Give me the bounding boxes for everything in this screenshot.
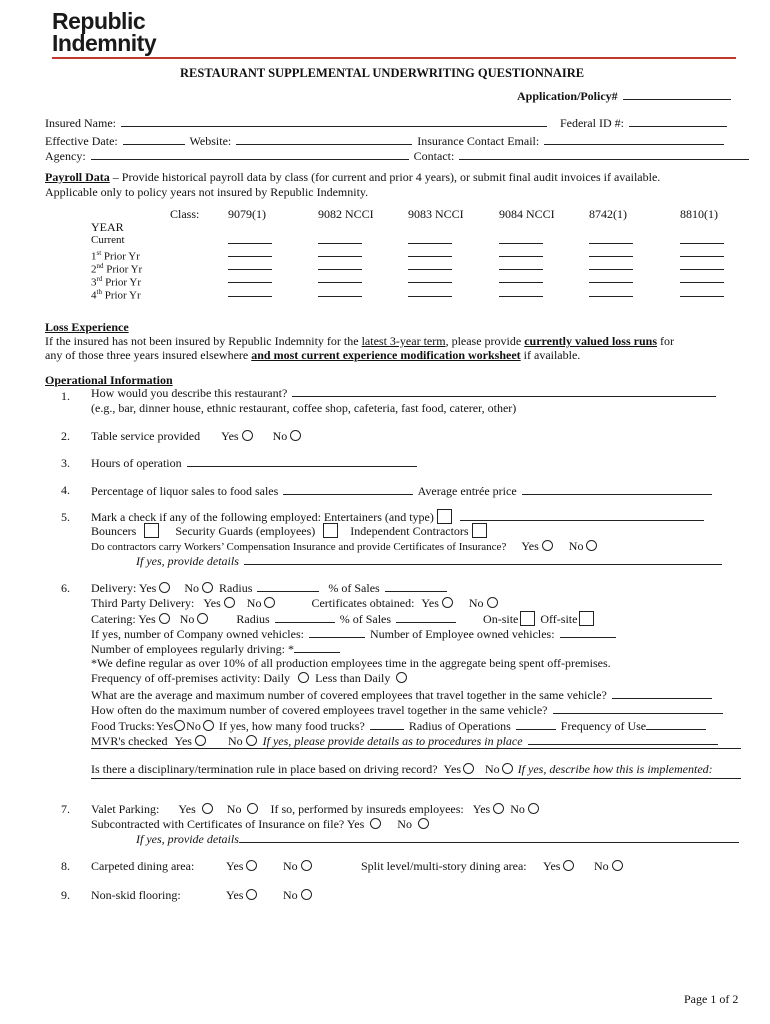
q7-details-row	[136, 831, 741, 846]
q6-row7	[91, 671, 410, 685]
entertainers-type-field[interactable]	[460, 509, 704, 521]
q5-yes-label: Yes	[521, 539, 539, 553]
delivery-radius-field[interactable]	[257, 580, 319, 592]
q8-label: Carpeted dining area:	[91, 859, 195, 873]
q-number-2: 2.	[61, 429, 70, 443]
q6-row3	[91, 611, 596, 626]
loss-line2	[45, 348, 580, 362]
trucks-label: Food Trucks:	[91, 719, 155, 733]
q5-no-label: No	[568, 539, 584, 553]
company-vehicles-field[interactable]	[309, 626, 365, 638]
page-number: Page 1 of 2	[684, 992, 739, 1006]
valet-no-label: No	[226, 802, 242, 816]
certs-yes-radio[interactable]	[442, 597, 453, 608]
mvr-details-field[interactable]	[528, 733, 718, 745]
agency-field[interactable]	[91, 148, 409, 160]
delivery-yes-radio[interactable]	[159, 582, 170, 593]
third-no-radio[interactable]	[264, 597, 275, 608]
federal-id-label: Federal ID #:	[559, 116, 624, 130]
year-row-2: 2nd Prior Yr	[91, 262, 143, 276]
q9-label: Non-skid flooring:	[91, 888, 181, 902]
class-col-4: 8742(1)	[589, 207, 627, 221]
payroll-text2: Applicable only to policy years not insured by Republic Indemnity.	[45, 185, 369, 199]
q8b-no-radio[interactable]	[612, 860, 623, 871]
q5-row2	[91, 523, 490, 538]
q6-row10	[91, 718, 708, 733]
loss-line1	[45, 334, 674, 348]
contact-label: Contact:	[413, 149, 455, 163]
q1-field[interactable]	[292, 385, 716, 397]
q6-row11	[91, 733, 720, 748]
q9-no	[283, 888, 315, 902]
federal-id-field[interactable]	[629, 115, 727, 127]
q9-yes	[226, 888, 260, 902]
q4-field[interactable]	[283, 483, 413, 495]
q9-yes-radio[interactable]	[246, 889, 257, 900]
effective-row	[45, 133, 726, 148]
agency-label: Agency:	[45, 149, 86, 163]
q-number-6: 6.	[61, 581, 70, 595]
performed-no-label: No	[510, 802, 525, 816]
delivery-yes-label: Yes	[138, 581, 157, 595]
q8-yes	[226, 859, 260, 873]
trucks-count-label: If yes, how many food trucks?	[218, 719, 365, 733]
q6-row1	[91, 580, 449, 595]
payroll-field-r3-c0[interactable]	[228, 282, 272, 283]
website-label: Website:	[189, 134, 232, 148]
q2-yes-radio[interactable]	[242, 430, 253, 441]
payroll-field-r0-c0[interactable]	[228, 243, 272, 244]
third-party-label: Third Party Delivery:	[91, 596, 195, 610]
mvr-label: MVR's checked	[91, 734, 168, 748]
avgmax-label: What are the average and maximum number of covered employees that travel together in the same vehicle?	[91, 688, 607, 702]
loss-t1: If the insured has not been insured by Republic Indemnity for the	[45, 334, 362, 348]
q8-yes-label: Yes	[226, 859, 244, 873]
catering-radius-label: Radius	[236, 612, 270, 626]
payroll-field-r1-c1[interactable]	[318, 256, 362, 257]
q5-details-label: If yes, provide details	[136, 554, 239, 568]
loss-t1c: for	[657, 334, 674, 348]
header-rule	[52, 57, 736, 59]
freq-use-label: Frequency of Use	[560, 719, 647, 733]
loss-t2b: if available.	[520, 348, 581, 362]
insured-name-field[interactable]	[121, 115, 547, 127]
performed-no-radio[interactable]	[528, 803, 539, 814]
payroll-field-r1-c4[interactable]	[589, 256, 633, 257]
third-yes-radio[interactable]	[224, 597, 235, 608]
q8b-no-label: No	[594, 859, 609, 873]
sub-yes-label: Yes	[346, 817, 365, 831]
q6-row12	[91, 762, 713, 776]
trucks-no-label: No	[186, 719, 201, 733]
payroll-field-r0-c2[interactable]	[408, 243, 452, 244]
app-policy-field[interactable]	[623, 88, 731, 100]
class-col-3: 9084 NCCI	[499, 207, 555, 221]
payroll-field-r0-c3[interactable]	[499, 243, 543, 244]
payroll-field-r0-c1[interactable]	[318, 243, 362, 244]
certs-label: Certificates obtained:	[311, 596, 415, 610]
payroll-heading: Payroll Data	[45, 170, 110, 184]
third-yes-label: Yes	[203, 596, 221, 610]
q9-no-label: No	[283, 888, 298, 902]
q7-row2	[91, 817, 432, 831]
q5-label: Mark a check if any of the following employed: Entertainers (and type)	[91, 510, 434, 524]
bouncers-checkbox[interactable]	[144, 523, 159, 538]
website-field[interactable]	[236, 133, 412, 145]
payroll-field-r2-c3[interactable]	[499, 269, 543, 270]
q5-yes-radio[interactable]	[542, 540, 553, 551]
q1-sub: (e.g., bar, dinner house, ethnic restaurant, coffee shop, cafeteria, fast food, caterer, other)	[91, 401, 517, 415]
freq-daily-label: Frequency of off-premises activity: Daily	[91, 671, 291, 685]
contractors-label: Independent Contractors	[350, 524, 469, 538]
disc-no-label: No	[485, 762, 500, 776]
payroll-field-r1-c5[interactable]	[680, 256, 724, 257]
q2-row	[91, 429, 304, 443]
contact-email-field[interactable]	[544, 133, 724, 145]
certs-no-label: No	[468, 596, 484, 610]
payroll-field-r4-c2[interactable]	[408, 296, 452, 297]
q9-no-radio[interactable]	[301, 889, 312, 900]
class-col-5: 8810(1)	[680, 207, 718, 221]
q8b-yes-radio[interactable]	[563, 860, 574, 871]
avgmax-field[interactable]	[612, 687, 712, 699]
class-col-0: 9079(1)	[228, 207, 266, 221]
class-col-1: 9082 NCCI	[318, 207, 374, 221]
mvr-yes-label: Yes	[174, 734, 192, 748]
q-number-8: 8.	[61, 859, 70, 873]
q1-label: How would you describe this restaurant?	[91, 386, 288, 400]
q4b-label: Average entrée price	[417, 484, 517, 498]
year-row-3: 3rd Prior Yr	[91, 275, 142, 289]
payroll-field-r4-c1[interactable]	[318, 296, 362, 297]
payroll-field-r2-c5[interactable]	[680, 269, 724, 270]
mvr-details-line[interactable]	[91, 748, 741, 749]
catering-label: Catering:	[91, 612, 136, 626]
q1-row	[91, 385, 718, 400]
company-vehicles-label: If yes, number of Company owned vehicles:	[91, 627, 304, 641]
guards-label: Security Guards (employees)	[175, 524, 316, 538]
mvr-yes-radio[interactable]	[195, 735, 206, 746]
freq-daily-radio[interactable]	[298, 672, 309, 683]
mvr-no-radio[interactable]	[246, 735, 257, 746]
q8-no-radio[interactable]	[301, 860, 312, 871]
trucks-count-field[interactable]	[370, 718, 404, 730]
delivery-no-label: No	[184, 581, 200, 595]
mvr-details-label: If yes, please provide details as to procedures in place	[262, 734, 523, 748]
valet-performed-label: If so, performed by insureds employees:	[270, 802, 464, 816]
q6-row8	[91, 687, 714, 702]
q8b-label: Split level/multi-story dining area:	[361, 859, 527, 873]
loss-t1b: , please provide	[445, 334, 525, 348]
disc-yes-label: Yes	[443, 762, 462, 776]
q7-row	[91, 802, 542, 816]
q8b-yes	[543, 859, 577, 873]
q-number-3: 3.	[61, 456, 70, 470]
company-logo	[52, 10, 156, 54]
class-col-2: 9083 NCCI	[408, 207, 464, 221]
insured-name-label: Insured Name:	[45, 116, 116, 130]
loss-t2-bu: and most current experience modification worksheet	[251, 348, 521, 362]
valet-yes-radio[interactable]	[202, 803, 213, 814]
certs-no-radio[interactable]	[487, 597, 498, 608]
catering-no-label: No	[179, 612, 195, 626]
payroll-field-r4-c4[interactable]	[589, 296, 633, 297]
class-label: Class:	[170, 207, 200, 221]
delivery-label: Delivery:	[91, 581, 137, 595]
employee-vehicles-label: Number of Employee owned vehicles:	[369, 627, 555, 641]
q-number-9: 9.	[61, 888, 70, 902]
q7-details-label: If yes, provide details	[136, 832, 239, 846]
valet-label: Valet Parking:	[91, 802, 160, 816]
disc-label: Is there a disciplinary/termination rule in place based on driving record?	[91, 762, 438, 776]
q2-yes-label: Yes	[221, 429, 239, 443]
catering-yes-label: Yes	[138, 612, 156, 626]
entertainers-checkbox[interactable]	[437, 509, 452, 524]
payroll-field-r1-c2[interactable]	[408, 256, 452, 257]
certs-yes-label: Yes	[421, 596, 439, 610]
payroll-field-r2-c4[interactable]	[589, 269, 633, 270]
trucks-yes-radio[interactable]	[174, 720, 185, 731]
payroll-field-r3-c1[interactable]	[318, 282, 362, 283]
q8b-yes-label: Yes	[543, 859, 561, 873]
q-number-7: 7.	[61, 802, 70, 816]
onsite-label: On-site	[483, 612, 519, 626]
payroll-field-r2-c2[interactable]	[408, 269, 452, 270]
disc-yes-radio[interactable]	[463, 763, 474, 774]
performed-yes-radio[interactable]	[493, 803, 504, 814]
performed-yes-label: Yes	[472, 802, 491, 816]
agency-row	[45, 148, 751, 163]
q4b-field[interactable]	[522, 483, 712, 495]
q3-row	[91, 455, 419, 470]
sub-no-radio[interactable]	[418, 818, 429, 829]
catering-radius-field[interactable]	[275, 611, 335, 623]
q5-details-field[interactable]	[244, 553, 722, 565]
q8-no	[283, 859, 315, 873]
q5-row	[91, 509, 706, 524]
contact-field[interactable]	[459, 148, 749, 160]
payroll-field-r3-c2[interactable]	[408, 282, 452, 283]
q4-row	[91, 483, 714, 498]
howoften-field[interactable]	[553, 702, 723, 714]
q2-no-radio[interactable]	[290, 430, 301, 441]
q8b-no	[594, 859, 626, 873]
q5-row3	[91, 539, 600, 554]
offsite-checkbox[interactable]	[579, 611, 594, 626]
catering-no-radio[interactable]	[197, 613, 208, 624]
q9-yes-label: Yes	[226, 888, 244, 902]
freq-less-label: Less than Daily	[315, 671, 391, 685]
onsite-checkbox[interactable]	[520, 611, 535, 626]
loss-t1-u: latest 3-year term	[361, 334, 446, 348]
payroll-field-r1-c3[interactable]	[499, 256, 543, 257]
offsite-label: Off-site	[540, 612, 578, 626]
logo-line1: Republic	[52, 8, 146, 34]
trucks-no-radio[interactable]	[203, 720, 214, 731]
payroll-field-r0-c4[interactable]	[589, 243, 633, 244]
payroll-field-r3-c3[interactable]	[499, 282, 543, 283]
payroll-field-r1-c0[interactable]	[228, 256, 272, 257]
payroll-field-r0-c5[interactable]	[680, 243, 724, 244]
q6-row2	[91, 596, 501, 610]
effective-date-field[interactable]	[123, 133, 185, 145]
contractors-checkbox[interactable]	[472, 523, 487, 538]
form-title: RESTAURANT SUPPLEMENTAL UNDERWRITING QUESTIONNAIRE	[180, 66, 585, 80]
regular-drivers-field[interactable]	[294, 641, 340, 653]
delivery-no-radio[interactable]	[202, 582, 213, 593]
q-number-5: 5.	[61, 510, 70, 524]
logo-line2: Indemnity	[52, 30, 157, 56]
q3-label: Hours of operation	[91, 456, 182, 470]
app-policy-label: Application/Policy#	[517, 89, 618, 103]
year-row-4: 4th Prior Yr	[91, 288, 141, 302]
q7-details-field[interactable]	[239, 831, 739, 843]
q-number-1: 1.	[61, 389, 70, 403]
effective-date-label: Effective Date:	[45, 134, 118, 148]
q5-wc-label: Do contractors carry Workers’ Compensation Insurance and provide Certificates of Insurance?	[91, 541, 507, 553]
trucks-yes-label: Yes	[155, 719, 174, 733]
delivery-pct-label: % of Sales	[328, 581, 380, 595]
bouncers-label: Bouncers	[91, 524, 137, 538]
payroll-field-r4-c3[interactable]	[499, 296, 543, 297]
payroll-intro	[45, 170, 660, 184]
loss-t2: any of those three years insured elsewhere	[45, 348, 252, 362]
sub-no-label: No	[397, 817, 412, 831]
q5-details-row	[136, 553, 724, 568]
q8-yes-radio[interactable]	[246, 860, 257, 871]
catering-pct-field[interactable]	[396, 611, 456, 623]
loss-heading: Loss Experience	[45, 320, 129, 334]
third-no-label: No	[246, 596, 262, 610]
insured-row	[45, 115, 729, 130]
q2-no-label: No	[272, 429, 288, 443]
loss-t1-bu: currently valued loss runs	[524, 334, 657, 348]
payroll-field-r4-c5[interactable]	[680, 296, 724, 297]
payroll-field-r4-c0[interactable]	[228, 296, 272, 297]
year-row-0: Current	[91, 234, 125, 246]
q-number-4: 4.	[61, 483, 70, 497]
q2-label: Table service provided	[91, 429, 201, 443]
guards-checkbox[interactable]	[323, 523, 338, 538]
catering-pct-label: % of Sales	[339, 612, 392, 626]
payroll-field-r3-c4[interactable]	[589, 282, 633, 283]
ops-heading: Operational Information	[45, 373, 173, 387]
regular-drivers-label: Number of employees regularly driving: *	[91, 642, 294, 656]
disc-details-line[interactable]	[91, 778, 741, 779]
q4-label: Percentage of liquor sales to food sales	[91, 484, 279, 498]
freq-less-radio[interactable]	[396, 672, 407, 683]
contact-email-label: Insurance Contact Email:	[417, 134, 540, 148]
app-policy-row	[517, 88, 733, 103]
valet-sub-label: Subcontracted with Certificates of Insurance on file?	[91, 817, 345, 831]
delivery-radius-label: Radius	[219, 581, 253, 595]
q8-no-label: No	[283, 859, 298, 873]
radius-ops-field[interactable]	[516, 718, 556, 730]
q6-row5	[91, 641, 342, 656]
employee-vehicles-field[interactable]	[560, 626, 616, 638]
q5-no-radio[interactable]	[586, 540, 597, 551]
payroll-field-r3-c5[interactable]	[680, 282, 724, 283]
q3-field[interactable]	[187, 455, 417, 467]
q6-row9	[91, 702, 725, 717]
mvr-no-label: No	[227, 734, 243, 748]
catering-yes-radio[interactable]	[159, 613, 170, 624]
howoften-label: How often do the maximum number of covered employees travel together in the same vehicle?	[91, 703, 548, 717]
payroll-text1: – Provide historical payroll data by class (for current and prior 4 years), or submit final audit invoices if available.	[109, 170, 661, 184]
disc-details-label: If yes, describe how this is implemented:	[517, 762, 713, 776]
year-label: YEAR	[91, 220, 124, 234]
payroll-field-r2-c1[interactable]	[318, 269, 362, 270]
q6-define: *We define regular as over 10% of all production employees time in the aggregate being spent off-premises.	[91, 656, 611, 670]
q6-row4	[91, 626, 618, 641]
valet-yes-label: Yes	[178, 802, 196, 816]
freq-use-field[interactable]	[646, 718, 706, 730]
disc-no-radio[interactable]	[502, 763, 513, 774]
payroll-field-r2-c0[interactable]	[228, 269, 272, 270]
sub-yes-radio[interactable]	[370, 818, 381, 829]
year-row-1: 1st Prior Yr	[91, 249, 140, 263]
delivery-pct-field[interactable]	[385, 580, 447, 592]
radius-ops-label: Radius of Operations	[408, 719, 511, 733]
valet-no-radio[interactable]	[247, 803, 258, 814]
